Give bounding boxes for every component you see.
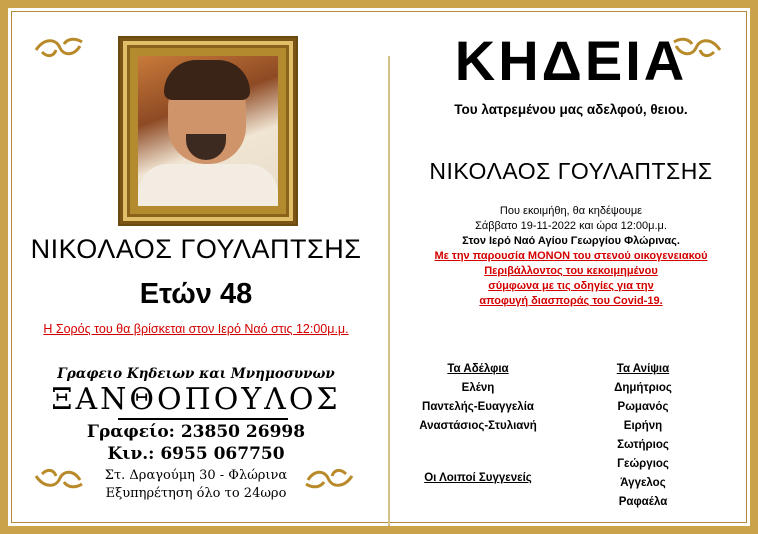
ornament-icon — [34, 36, 84, 60]
sibling-name: Ελένη — [461, 382, 495, 394]
funeral-office-name: ΞΑΝΘΟΠΟΥΛΟΣ — [51, 382, 341, 417]
funeral-details-line: Που εκοιμήθη, θα κηδέψουμε — [499, 205, 643, 217]
siblings-list — [392, 360, 564, 436]
funeral-office-title: Γραφειο Κηδειων και Μνημοσυνων — [57, 366, 335, 382]
nephews-list — [578, 360, 708, 512]
siblings-heading: Τα Αδέλφια — [447, 363, 509, 375]
announcement-title: ΚΗΔΕΙΑ — [454, 29, 688, 92]
office-service-hours: Εξυπηρέτηση όλο το 24ωρο — [105, 486, 287, 501]
nephew-name: Σωτήριος — [617, 439, 669, 451]
announcement-subtitle: Του λατρεμένου μας αδελφού, θειου. — [454, 102, 688, 117]
office-mobile: Κιν.: 6955 067750 — [107, 444, 285, 464]
deceased-name-right: ΝΙΚΟΛΑΟΣ ΓΟΥΛΑΠΤΣΗΣ — [429, 158, 713, 184]
card-inner — [8, 8, 750, 526]
photo-frame — [120, 38, 296, 224]
covid-notice-line: αποφυγή διασποράς του Covid-19. — [479, 295, 663, 307]
nephews-heading: Τα Ανίψια — [616, 363, 670, 375]
office-address: Στ. Δραγούμη 30 - Φλώρινα — [104, 468, 288, 483]
column-divider — [388, 56, 390, 526]
funeral-location: Στον Ιερό Ναό Αγίου Γεωργίου Φλώρινας. — [462, 235, 680, 247]
nephew-name: Άγγελος — [620, 477, 666, 489]
covid-notice-line: Με την παρουσία ΜΟΝΟΝ του στενού οικογενειακού — [434, 250, 708, 262]
sibling-name: Παντελής-Ευαγγελία — [422, 401, 534, 413]
sibling-name: Αναστάσιος-Στυλιανή — [419, 420, 537, 432]
nephew-name: Ειρήνη — [623, 420, 663, 432]
nephew-name: Ραφαέλα — [618, 496, 668, 508]
nephew-name: Δημήτριος — [614, 382, 672, 394]
office-phone: Γραφείο: 23850 26998 — [86, 422, 306, 442]
office-name-underline — [118, 418, 288, 420]
coffin-notice: Η Σορός του θα βρίσκεται στον Ιερό Ναό στις 12:00μ.μ. — [43, 322, 349, 336]
nephew-name: Ρωμανός — [617, 401, 669, 413]
portrait-photo — [138, 56, 278, 206]
other-relatives: Οι Λοιποί Συγγενείς — [424, 472, 532, 484]
funeral-details-line: Σάββατο 19-11-2022 και ώρα 12:00μ.μ. — [475, 220, 667, 232]
covid-notice-line: Περιβάλλοντος του κεκοιμημένου — [484, 265, 658, 277]
deceased-age: Ετών 48 — [139, 278, 253, 310]
nephew-name: Γεώργιος — [617, 458, 669, 470]
covid-notice-line: σύμφωνα με τις οδηγίες για την — [488, 280, 654, 292]
deceased-name-left: ΝΙΚΟΛΑΟΣ ΓΟΥΛΑΠΤΣΗΣ — [30, 234, 362, 264]
funeral-details — [392, 204, 750, 309]
